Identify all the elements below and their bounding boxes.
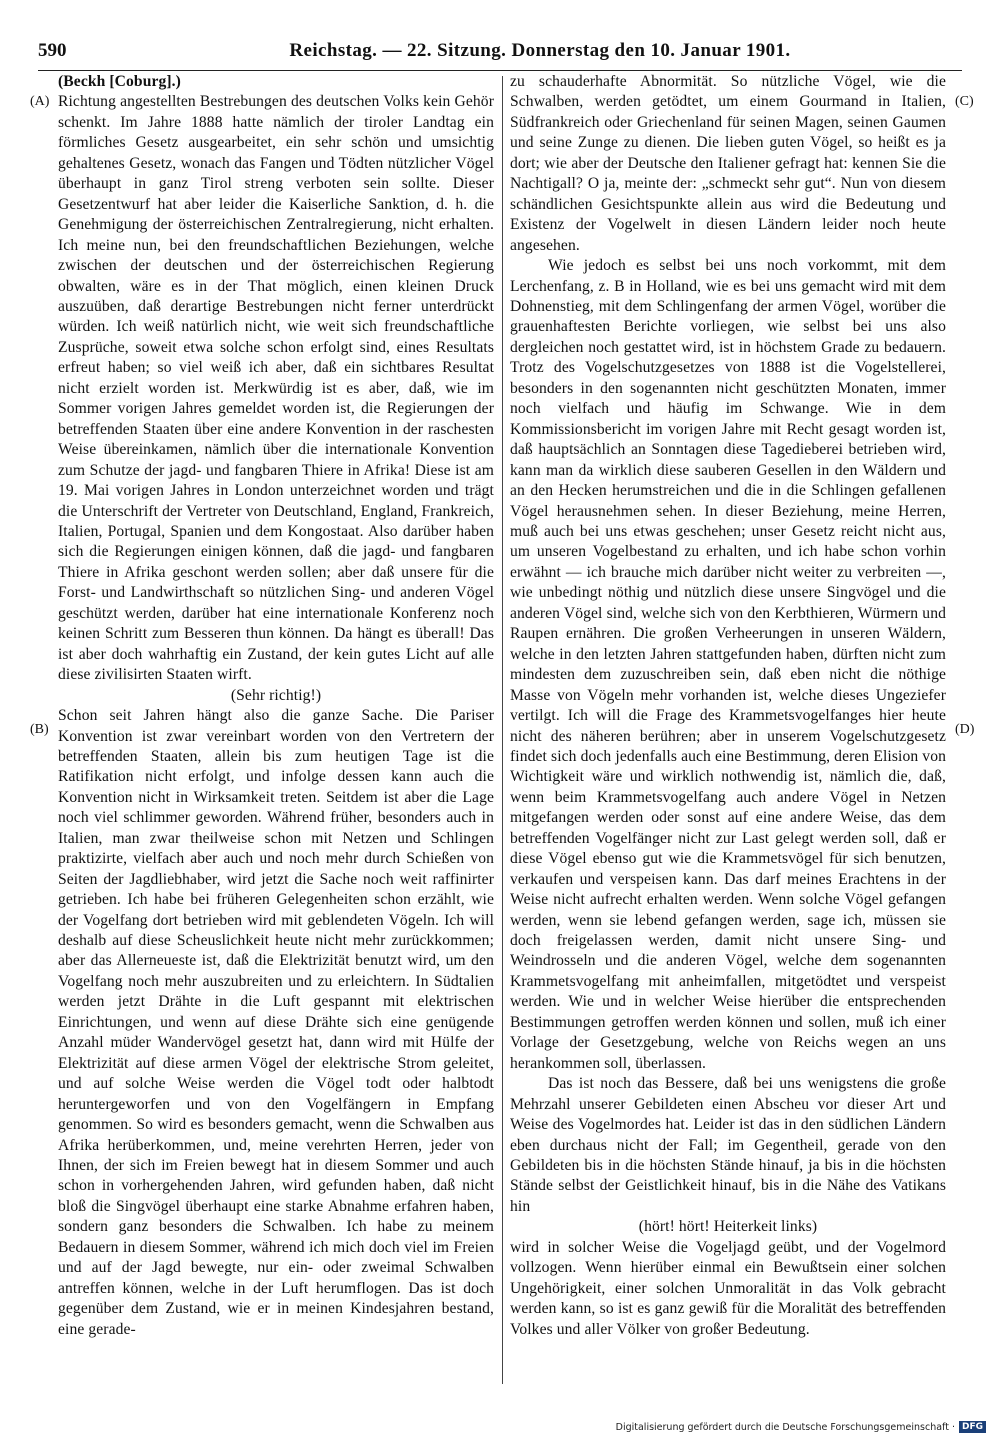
interjection: (hört! hört! Heiterkeit links) bbox=[638, 1218, 818, 1236]
column-divider bbox=[502, 76, 503, 1384]
paragraph: Wie jedoch es selbst bei uns noch vorkommt, mit dem Lerchenfang, z. B in Holland, wie es bei uns gemacht wird mit dem Dohnenstieg, mit dem Schlingenfang der armen Vögel, worüber die grauenhaftesten Berichte vorliegen, wie selbst bei uns also dergleichen noch gestattet wird, ist in höchstem Grade zu bedauern. Trotz des Vogelschutzgesetzes von 1888 ist die Vogelstellerei, besonders in den sogenannten nicht geschützten Monaten, immer noch vielfach und häufig im Schwange. Wie in dem Kommissionsbericht im vorigen Jahre mit Recht gesagt worden ist, daß hauptsächlich an Sonntagen diese Tagedieberei betrieben wird, kann man da wirklich diese sauberen Gesellen in den Wäldern und an den Hecken herumstreichen und die in die Schlingen gefallenen Vögel herausnehmen sehen. In dieser Beziehung, meine Herren, muß auch bei uns etwas geschehen; unser Gesetz reicht nicht aus, um unseren Vogelbestand zu erhalten, und ich habe schon vorhin erwähnt — ich brauche mich darüber nicht weiter zu verbreiten —, wie unbedingt nöthig und nützlich diese unsere Singvögel und die anderen Vögel sind, welche sich von den Kerbthieren, Würmern und Raupen ernähren. Die großen Verheerungen in unseren Wäldern, welche in den letzten Jahren stattgefunden haben, dürften nicht zum mindesten dem zuzuschreiben sein, daß eben nicht die nöthige Masse von Vögeln mehr vorhanden ist, welche dieses Ungeziefer vertilgt. Ich will die Frage des Krammetsvogelfanges hier heute nicht des näheren berühren; aber in unserem Vogelschutzgesetz findet sich doch jedenfalls auch eine Bestimmung, deren Elision von Wichtigkeit wäre und wirklich nothwendig ist, nämlich die, daß, wenn beim Krammetsvogelfang auch andere Vögel in Netzen mitgefangen werden oder sonst auf eine andere Weise, das dem betreffenden Vogelfänger nicht zur Last gelegt werden soll, daß er diese Vögel ebenso gut wie die Krammetsvögel für sich benutzen, verkaufen und verspeisen kann. Das darf meines Erachtens in der Weise nicht aufrecht erhalten werden. Wenn solche Vögel gefangen werden, wenn sie lebend gefangen werden, sage ich, müssen sie doch freigelassen werden, damit nicht unsere Sing- und Weindrosseln und die anderen Vögel, welche dem sogenannten Krammetsvogelfang mit anheimfallen, mitgetödtet und verspeist werden. Wie und in welcher Weise hierüber die entsprechenden Bestimmungen getroffen werden können und sollen, muß ich einer Vorlage der Gesetzgebung, welche von Reichs wegen an uns herankommen soll, überlassen. bbox=[510, 257, 946, 1072]
margin-mark-a: (A) bbox=[30, 94, 50, 109]
paragraph: zu schauderhafte Abnormität. So nützliche Vögel, wie die Schwalben, werden getödtet, um einem Gourmand in Italien, Südfrankreich oder Griechenland für seinen Magen, seinen Gaumen und seine Zunge zu dienen. Die lieben guten Vögel, so heißt es ja dort; wie aber der Deutsche den Italiener gefragt hat: kennen Sie die Nachtigall? O ja, meinte der: „schmeckt sehr gut“. Nun von diesem schändlichen Gesichtspunkte allein aus wird die Bedeutung und Existenz der Vogelwelt in diesen Ländern leider noch heute angesehen. bbox=[510, 73, 946, 254]
margin-mark-d: (D) bbox=[955, 722, 975, 737]
paragraph: wird in solcher Weise die Vogeljagd geübt, und der Vogelmord vollzogen. Wenn hierüber einmal ein Bewußtsein einer solchen Ungehörigkeit, einer solchen Unmoralität in das Volk gebracht werden kann, so ist es ganz gewiß für die Moralität des betreffenden Volkes und aller Völker von großer Bedeutung. bbox=[510, 1238, 946, 1338]
page-number: 590 bbox=[38, 40, 67, 61]
speaker-name: (Beckh [Coburg].) bbox=[58, 73, 181, 90]
right-column bbox=[510, 72, 946, 1340]
margin-mark-b: (B) bbox=[30, 722, 49, 737]
interjection: (Sehr richtig!) bbox=[230, 686, 322, 704]
page-header bbox=[38, 36, 962, 71]
left-column bbox=[58, 72, 494, 1340]
digitization-footer bbox=[616, 1420, 986, 1434]
paragraph: Das ist noch das Bessere, daß bei uns wenigstens die große Mehrzahl unserer Gebildeten einen Abscheu vor dieser Art und Weise des Vogelmordes hat. Leider ist das in den südlichen Ländern eben durchaus nicht der Fall; im Gegentheil, gerade von den Gebildeten bis in die höchsten Stände hinauf, ja bis in die höchsten Stände selbst der Geistlichkeit hinauf, bis in die Nähe des Vatikans hin bbox=[510, 1075, 946, 1215]
margin-mark-c: (C) bbox=[955, 94, 974, 109]
paragraph: Richtung angestellten Bestrebungen des deutschen Volks kein Gehör schenkt. Im Jahre 1888 hatte nämlich der tiroler Landtag ein förmliches Gesetz ausgearbeitet, ein sehr schön und umsichtig gehaltenes Gesetz, wonach das Fangen und Tödten nützlicher Vögel überhaupt in ganz Tirol streng verboten sein sollte. Dieser Gesetzentwurf hat aber leider die Kaiserliche Sanktion, d. h. die Genehmigung der österreichischen Zentralregierung, nicht erhalten. Ich meine nun, bei den freundschaftlichen Beziehungen, welche zwischen der deutschen und der österreichischen Regierung obwalten, wäre es in der That möglich, einen kleinen Druck auszuüben, daß derartige Bestrebungen nicht ferner unterdrückt würden. Ich weiß natürlich nicht, wie weit sich freundschaftliche Zusprüche, soweit etwa solche schon erfolgt sind, eines Resultats erfreut haben; so viel weiß ich aber, daß ein sichtbares Resultat nicht erzielt worden ist. Merkwürdig ist es aber, daß, wie im Sommer vorigen Jahres gemeldet worden ist, die Regierungen der betreffenden Staaten über eine andere Konvention in der raschesten Weise übereinkamen, nämlich über die internationale Konvention zum Schutze der jagd- und fangbaren Thiere in Afrika! Diese ist am 19. Mai vorigen Jahres in London unterzeichnet worden und trägt die Unterschrift der Vertreter von Deutschland, England, Frankreich, Italien, Portugal, Spanien und dem Kongostaat. Also darüber haben sich die Regierungen einigen können, daß die jagd- und fangbaren Thiere in Afrika geschont werden sollen; aber daß unsere für die Forst- und Landwirthschaft so nützlichen Sing- und anderen Vögel geschützt werden, darüber hat eine internationale Konferenz noch keinen Schritt zum Besseren thun können. Da hängt es überall! Das ist aber doch wahrhaftig ein Zustand, der kein gutes Licht auf alle diese zivilisirten Staaten wirft. bbox=[58, 93, 494, 684]
footer-text: Digitalisierung gefördert durch die Deutsche Forschungsgemeinschaft · bbox=[615, 1421, 955, 1433]
paragraph: Schon seit Jahren hängt also die ganze Sache. Die Pariser Konvention ist zwar vereinbart worden von den Vertretern der betreffenden Staaten, allein bis zum heutigen Tage ist die Ratifikation nicht erfolgt, und infolge dessen kann auch die Konvention nicht in Wirksamkeit treten. Seitdem ist aber die Lage noch viel schlimmer geworden. Während früher, besonders auch in Italien, man zwar theilweise schon mit Netzen und Schlingen praktizirte, vielfach aber auch und noch mehr durch Schießen von Seiten der Jagdliebhaber, wird jetzt die Sache noch weit raffinirter getrieben. Ich habe bei früheren Gelegenheiten schon erzählt, wie der Vogelfang dort betrieben wird mit geblendeten Vögeln. Ich will deshalb auf diese Scheuslichkeit heute nicht mehr zurückkommen; aber das Allerneueste ist, daß die Elektrizität benutzt wird, um den Vogelfang noch mehr auszubreiten und zu erleichtern. In Südtalien werden jetzt Drähte in die Luft gespannt mit elektrischen Einrichtungen, und wenn auf diese Drähte sich eine genügende Anzahl müder Wandervögel gesetzt hat, dann wird mit Hülfe der Elektrizität auf diese armen Vögel der elektrische Strom geleitet, und auf solche Weise werden die Vögel todt oder halbtodt heruntergeworfen und von den Vogelfängern in Empfang genommen. So wird es besonders gemacht, wenn die Schwalben aus Afrika herüberkommen, und, meine verehrten Herren, jeder von Ihnen, der sich im Freien bewegt hat in diesem Sommer und auch schon in vorhergehenden Jahren, wird gefunden haben, daß nicht bloß die Singvögel überhaupt eine starke Abnahme erfahren haben, sondern ganz besonders die Schwalben. Ich habe zu meinem Bedauern in diesem Sommer, während ich mich doch viel im Freien und auf der Jagd bewegte, nur ein- oder zweimal Schwalben antreffen können, welche in der Luft herumflogen. Das ist doch gegenüber dem Zustand, wie er in meinen Kindesjahren bestand, eine gerade- bbox=[58, 707, 494, 1338]
running-head: Reichstag. — 22. Sitzung. Donnerstag den 10. Januar 1901. bbox=[289, 40, 791, 61]
dfg-logo: DFG bbox=[959, 1421, 986, 1433]
